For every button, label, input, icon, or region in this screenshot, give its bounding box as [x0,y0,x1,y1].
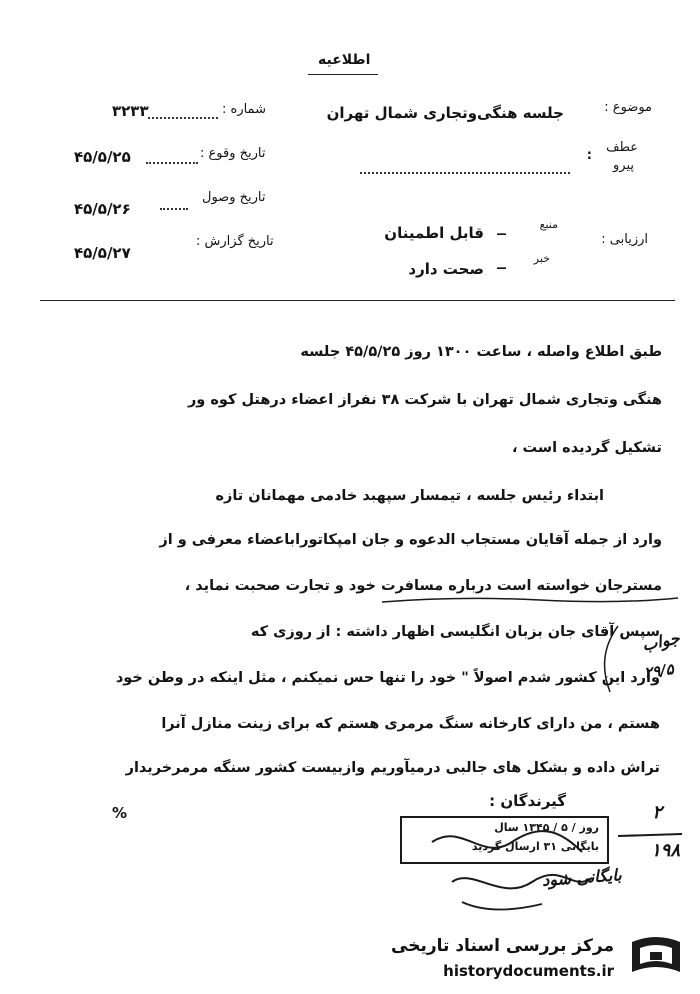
title-underline [308,74,378,75]
body-line-2: هنگی وتجاری شمال تهران با شرکت ۳۸ نفراز اعضاء درهتل کوه ور [187,392,662,408]
stamp-line-1: روز / ۵ / ۱۳۴۵ سال [494,821,599,834]
number-label: شماره : [222,102,266,117]
source-label: منبع [539,218,558,231]
margin-note-date: ۲۹/۵ [643,660,676,682]
body-line-10: تراش داده و بشکل های جالبی درمیآوریم وازبیست کشور سنگه مرمرخریدار [125,760,660,776]
followup-label-1: عطف [606,140,638,155]
receipt-date-value: ۴۵/۵/۲۶ [74,200,131,218]
percent-mark: % [112,804,128,822]
body-line-7: سپس آقای جان بزبان انگلیسی اظهار داشته : از روزی که [250,624,660,640]
body-line-5: وارد از جمله آقایان مستجاب الدعوه و جان امپکاتوراباعضاء معرفی و از [159,532,662,548]
receipt-date-dotted-line [160,208,188,210]
event-date-dotted-line [146,162,198,164]
margin-note-bracket [588,620,678,700]
footer-org-name: مرکز بررسی اسناد تاریخی [391,936,614,956]
bottom-right-note-top: ۲ [652,802,662,823]
footer-url[interactable]: historydocuments.ir [443,962,614,980]
document-title: اطلاعیه [318,52,371,68]
report-date-value: ۴۵/۵/۲۷ [74,244,131,262]
news-label: خبر [533,252,550,265]
bottom-right-rule [616,826,686,846]
body-line-6: مسترجان خواسته است درباره مسافرت خود و تجارت صحبت نماید ، [184,578,662,594]
news-dash: ــ [497,258,506,273]
stamp-line-2: بایگانی ۳۱ ارسال گردید [471,840,599,853]
news-value: صحت دارد [408,260,484,278]
followup-label-2: پیرو [613,158,634,173]
source-dash: ــ [497,224,506,239]
header-separator [40,300,675,301]
recipients-label: گیرندگان : [489,792,566,810]
body-line-9: هستم ، من دارای کارخانه سنگ مرمری هستم که برای زینت منازل آنرا [161,716,660,732]
source-value: قابل اطمینان [384,224,484,242]
margin-note-reply: جواب [640,628,682,655]
subject-value: جلسه هنگی‌وتجاری شمال تهران [326,104,564,122]
event-date-value: ۴۵/۵/۲۵ [74,148,131,166]
followup-colon: : [586,148,592,163]
number-value: ۳۲۳۳ [112,102,149,120]
body-line-8: وارد این کشور شدم اصولاً " خود را تنها حس نمیکنم ، مثل اینکه در وطن خود [115,670,660,686]
receipt-date-label: تاریخ وصول [202,190,266,205]
body-line-3: تشکیل گردیده است ، [512,440,662,456]
evaluation-label: ارزیابی : [601,232,648,247]
bottom-right-note: ۱۹۸ [650,840,680,861]
underline-mark [380,594,680,606]
event-date-label: تاریخ وقوع : [200,146,266,161]
archive-logo-icon [628,932,684,980]
number-dotted-line [148,117,218,119]
followup-dotted-line [360,172,570,174]
handwritten-archive-note: بایگانی شود [541,865,623,890]
subject-label: موضوع : [604,100,652,115]
report-date-label: تاریخ گزارش : [196,234,274,249]
body-line-4: ابتداء رئیس جلسه ، تیمسار سپهبد خادمی مهمانان تازه [215,488,604,504]
body-line-1: طبق اطلاع واصله ، ساعت ۱۳۰۰ روز ۴۵/۵/۲۵ جلسه [300,344,662,360]
